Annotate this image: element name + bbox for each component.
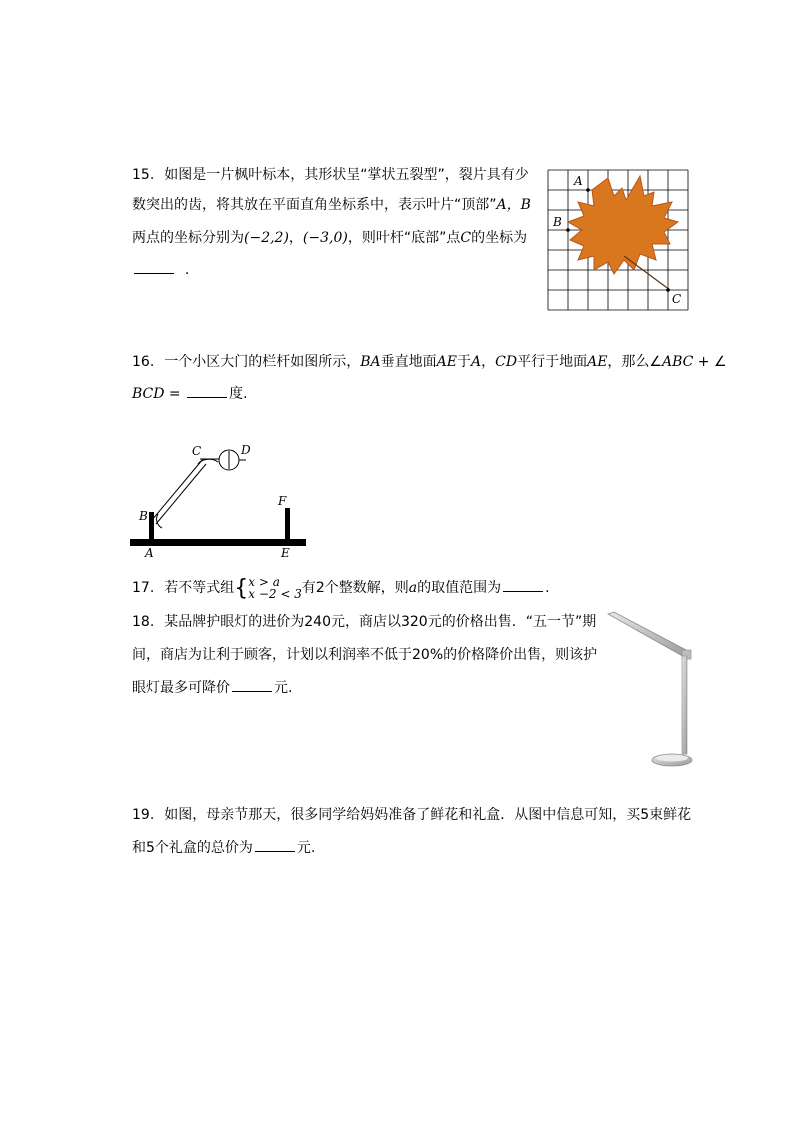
q16-answer-blank[interactable] — [187, 385, 227, 398]
q15-line2: 数突出的齿，将其放在平面直角坐标系中，表示叶片“顶部”A，B — [132, 197, 531, 213]
fig16-label-a: A — [145, 546, 154, 560]
maple-leaf-figure — [548, 170, 690, 312]
q17-number: 17. — [132, 580, 155, 596]
q19-line2: 和5个礼盒的总价为 元. — [132, 840, 316, 856]
q15-line1: 15. 如图是一片枫叶标本，其形状呈“掌状五裂型”，裂片具有少 — [132, 167, 529, 183]
q15-number: 15. — [132, 167, 155, 183]
q17-inequality-system: x > a x −2 < 3 — [248, 575, 302, 601]
q18-number: 18. — [132, 614, 155, 630]
q18-line3: 眼灯最多可降价 元. — [132, 680, 293, 696]
q18-answer-blank[interactable] — [232, 679, 272, 692]
fig15-label-a: A — [574, 174, 583, 188]
q18-line1: 18. 某品牌护眼灯的进价为240元，商店以320元的价格出售．“五一节”期 — [132, 614, 597, 630]
q19-number: 19. — [132, 807, 155, 823]
q16-line1: 16. 一个小区大门的栏杆如图所示，BA垂直地面AE于A，CD平行于地面AE，那么∠ABC + ∠ — [132, 354, 727, 370]
maple-leaf-icon — [568, 176, 678, 274]
q15-line3: 两点的坐标分别为(−2,2)，(−3,0)，则叶杆“底部”点C的坐标为 — [132, 230, 528, 246]
q15-answer-line: . — [132, 260, 189, 280]
q16-line2: BCD = 度. — [132, 386, 248, 402]
fig16-label-e: E — [281, 546, 290, 560]
q18-line2: 间，商店为让利于顾客，计划以利润率不低于20%的价格降价出售，则该护 — [132, 647, 598, 663]
fig16-label-c: C — [192, 444, 202, 458]
fig16-label-d: D — [241, 443, 251, 457]
gate-barrier-figure — [128, 440, 308, 562]
q19-answer-blank[interactable] — [255, 839, 295, 852]
q17-line: 17. 若不等式组{ x > a x −2 < 3 有2个整数解，则a的取值范围为 . — [132, 575, 550, 601]
fig15-label-b: B — [553, 215, 562, 229]
fig16-label-f: F — [278, 494, 287, 508]
desk-lamp-image — [606, 612, 694, 770]
brace-icon: { — [234, 576, 249, 601]
q17-answer-blank[interactable] — [503, 579, 543, 592]
fig16-label-b: B — [139, 509, 148, 523]
q16-number: 16. — [132, 354, 155, 370]
q19-line1: 19. 如图，母亲节那天，很多同学给妈妈准备了鲜花和礼盒．从图中信息可知，买5束鲜花 — [132, 807, 692, 823]
fig15-label-c: C — [672, 292, 682, 306]
q15-answer-blank[interactable] — [134, 261, 174, 274]
